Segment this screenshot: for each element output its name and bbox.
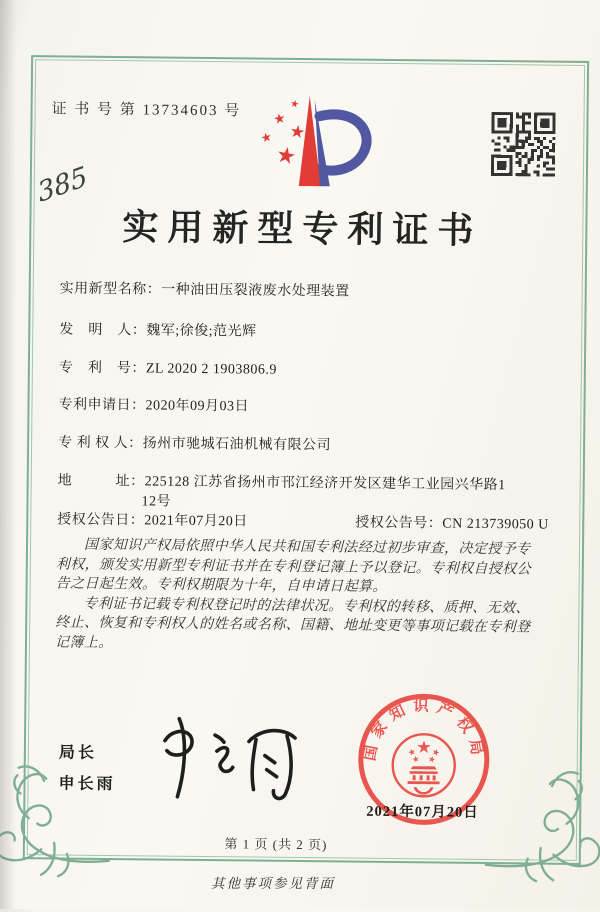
signer-title: 局长: [58, 744, 97, 762]
field-value: ZL 2020 2 1903806.9: [145, 361, 278, 378]
field-grant-row: [57, 508, 549, 533]
page-number: 第 1 页 (共 2 页): [224, 836, 328, 853]
certificate-title: 实用新型专利证书: [122, 207, 483, 251]
field-value: CN 213739050 U: [442, 516, 549, 533]
field-label: 授权公告日：: [57, 512, 145, 529]
field-invention-name: [60, 277, 350, 300]
seal-date: 2021年07月20日: [366, 803, 479, 821]
field-value: 2020年09月03日: [145, 398, 250, 415]
seal-ring-text: 国家知识产权局: [361, 697, 487, 764]
field-label: 发 明 人：: [59, 322, 147, 339]
field-label: 地 址：: [57, 473, 145, 490]
legal-paragraph-2: 专利证书记载专利权登记时的法律状况。专利权的转移、质押、无效、终止、恢复和专利权人的姓名或名称、国籍、地址变更等事项记载在专利登记簿上。: [54, 596, 531, 651]
field-patent-number: [59, 356, 277, 378]
handwritten-number: 385: [35, 161, 90, 209]
cnipa-logo-icon: [249, 91, 378, 194]
field-grant-number: [355, 512, 549, 534]
field-label: 实用新型名称：: [59, 281, 162, 298]
legal-paragraph-1: 国家知识产权局依照中华人民共和国专利法经过初步审查，决定授予专利权，颁发实用新型专利证书并在专利登记簿上予以登记。专利权自授权公告之日起生效。专利权期限为十年，自申请日起算。: [55, 537, 532, 595]
certificate-number: 证 书 号 第 13734603 号: [51, 101, 242, 120]
field-value: 扬州市驰城石油机械有限公司: [142, 436, 332, 454]
back-side-note: 其他事项参见背面: [211, 876, 335, 891]
field-label: 授权公告号：: [355, 515, 443, 532]
legal-text: [55, 535, 542, 657]
field-patentee: [58, 431, 331, 454]
svg-text:国家知识产权局: [359, 696, 488, 763]
signer-name: 申长雨: [58, 775, 116, 794]
national-emblem-icon: [392, 734, 455, 797]
flourish-ornament-right-icon: [484, 762, 600, 887]
handwritten-signature: [156, 711, 307, 805]
field-inventors: [59, 318, 256, 340]
field-filing-date: [58, 393, 249, 415]
field-value: 2021年07月20日: [144, 513, 248, 530]
field-label: 专 利 号：: [58, 360, 146, 377]
field-value: 一种油田压裂液废水处理装置: [161, 282, 350, 300]
field-label: 专利申请日：: [58, 397, 146, 414]
qr-code: [491, 112, 556, 177]
field-value: 魏军;徐俊;范光辉: [146, 323, 257, 340]
field-label: 专 利 权 人：: [58, 435, 143, 452]
field-address-line2: 12号: [141, 494, 172, 510]
field-value: 225128 江苏省扬州市邗江经济开发区建华工业园兴华路1: [144, 474, 506, 494]
